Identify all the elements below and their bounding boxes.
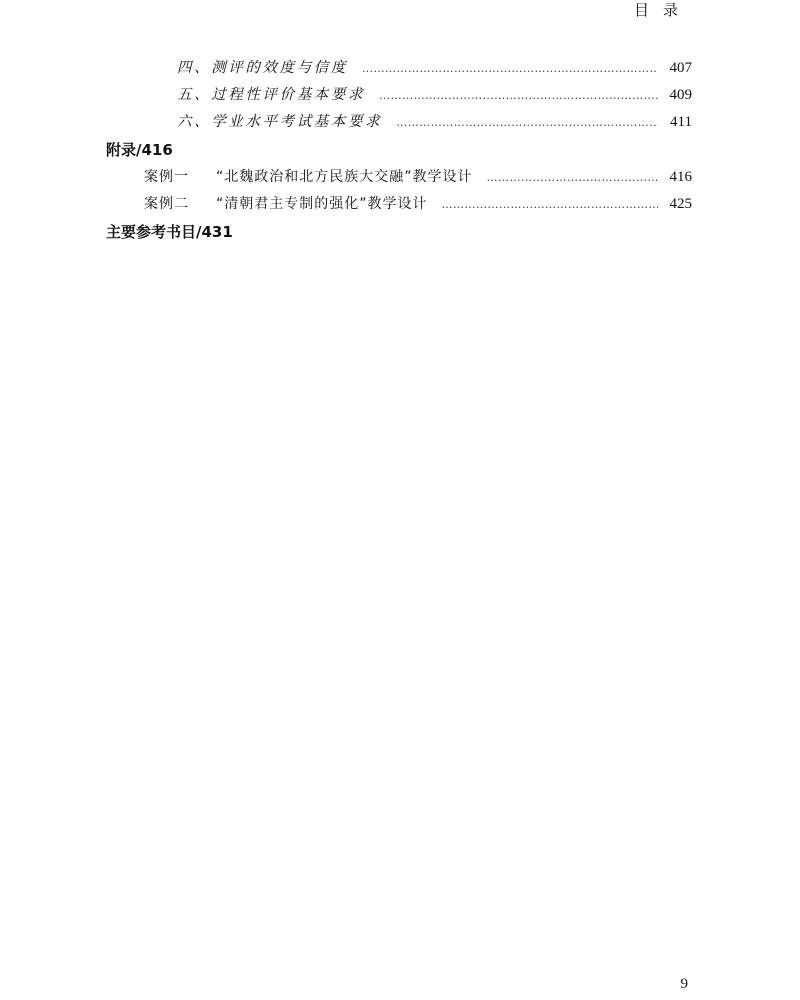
dot-leader xyxy=(442,195,658,215)
case-label xyxy=(144,194,428,214)
toc-entry-case[interactable] xyxy=(144,167,692,188)
toc-entry-page: 407 xyxy=(669,60,692,76)
toc-entry-page: 411 xyxy=(670,114,692,130)
references-heading[interactable]: 主要参考书目/431 xyxy=(106,223,233,241)
toc-entry-label: 五、过程性评价基本要求 xyxy=(177,87,366,103)
dot-leader xyxy=(487,168,658,188)
toc-entry[interactable] xyxy=(177,58,692,79)
toc-entry-case[interactable] xyxy=(144,194,692,215)
toc-entry-page: 409 xyxy=(669,87,692,103)
appendix-heading[interactable]: 附录/416 xyxy=(106,141,173,159)
case-title: “北魏政治和北方民族大交融”教学设计 xyxy=(216,169,473,185)
toc-entry-label: 四、测评的效度与信度 xyxy=(177,60,348,76)
toc-entry-label: 六、学业水平考试基本要求 xyxy=(177,114,383,130)
case-number: 案例二 xyxy=(144,196,189,212)
dot-leader xyxy=(362,59,658,79)
page-number: 9 xyxy=(680,976,688,992)
case-title: “清朝君主专制的强化”教学设计 xyxy=(216,196,428,212)
case-label xyxy=(144,167,473,187)
toc-entry[interactable] xyxy=(177,112,692,133)
case-number: 案例一 xyxy=(144,169,189,185)
dot-leader xyxy=(379,86,658,106)
dot-leader xyxy=(396,113,658,133)
toc-entry-page: 416 xyxy=(669,169,692,185)
toc-entry-page: 425 xyxy=(669,196,692,212)
running-header: 目录 xyxy=(633,1,692,19)
toc-entry[interactable] xyxy=(177,85,692,106)
